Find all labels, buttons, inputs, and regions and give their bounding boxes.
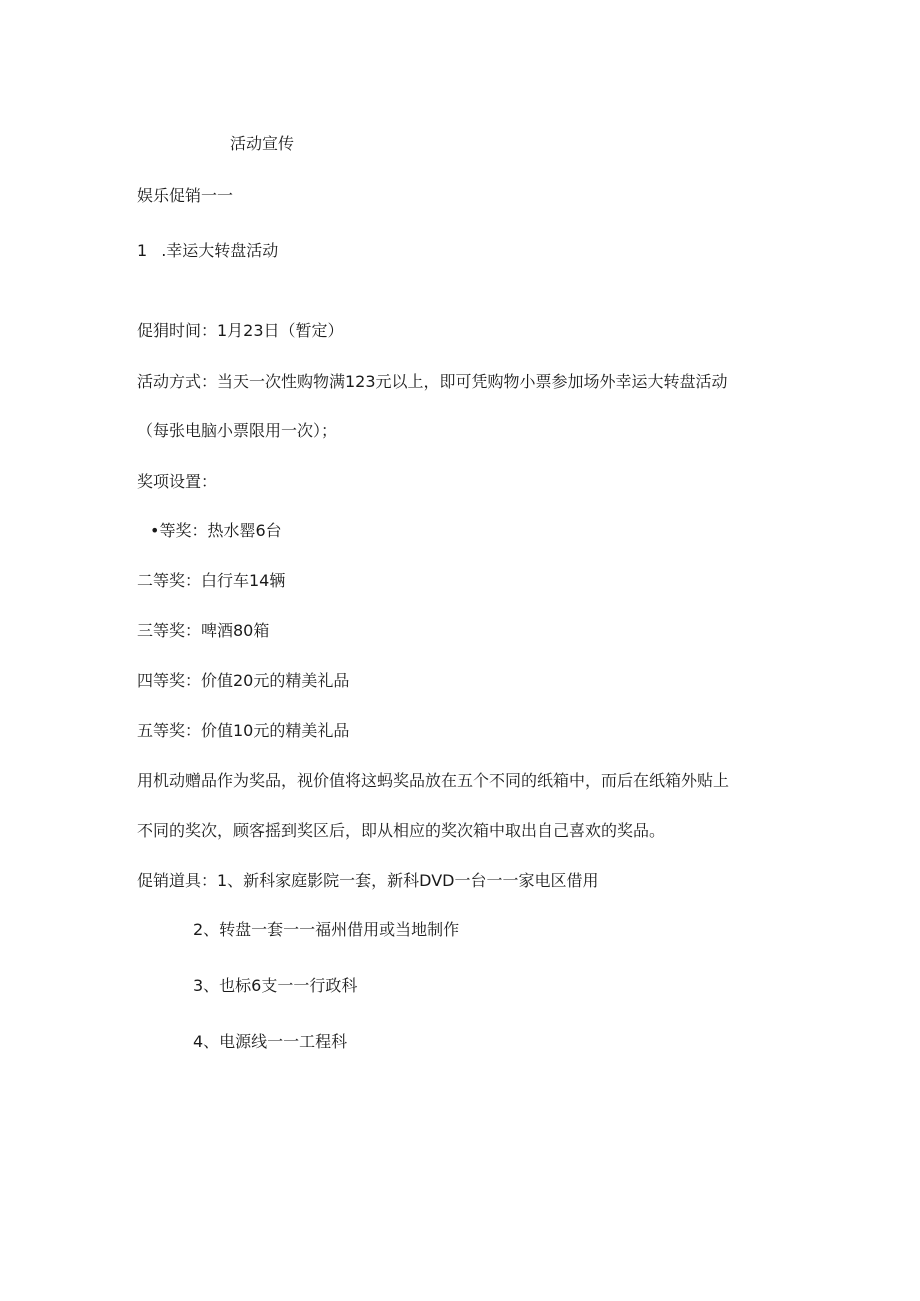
method-line-2: （每张电脑小票限用一次）； (137, 421, 338, 440)
prize-item-2: 二等奖：白行车14辆 (137, 571, 286, 590)
section-heading: 娱乐促销一一 (137, 186, 234, 205)
prize-item-1: •等奖：热水罂6台 (150, 521, 282, 540)
props-item-3: 3、也标6支一一行政科 (193, 976, 358, 995)
document-title: 活动宣传 (230, 134, 295, 153)
item-number: 1 (137, 241, 148, 260)
description-line-1: 用机动赠品作为奖品，视价值将这蚂奖品放在五个不同的纸箱中，而后在纸箱外贴上 (137, 771, 730, 790)
prize-header: 奖项设置： (137, 472, 218, 491)
prize-item-3: 三等奖：啤酒80箱 (137, 621, 270, 640)
item-heading (137, 241, 278, 261)
method-line-1: 活动方式：当天一次性购物满123元以上，即可凭购物小票参加场外幸运大转盘活动 (137, 372, 728, 391)
props-line-1: 促销道具：1、新科家庭影院一套，新科DVD一台一一家电区借用 (137, 871, 599, 890)
item-title: .幸运大转盘活动 (161, 241, 279, 260)
prize-item-5: 五等奖：价值10元的精美礼品 (137, 721, 350, 740)
prize-item-4: 四等奖：价值20元的精美礼品 (137, 671, 350, 690)
props-item-4: 4、电源线一一工程科 (193, 1032, 348, 1051)
description-line-2: 不同的奖次，顾客摇到奖区后，即从相应的奖次箱中取出自己喜欢的奖品。 (137, 821, 666, 840)
props-item-2: 2、转盘一套一一福州借用或当地制作 (193, 920, 460, 939)
promo-time: 促狷时间：1月23日（暂定） (137, 321, 344, 340)
